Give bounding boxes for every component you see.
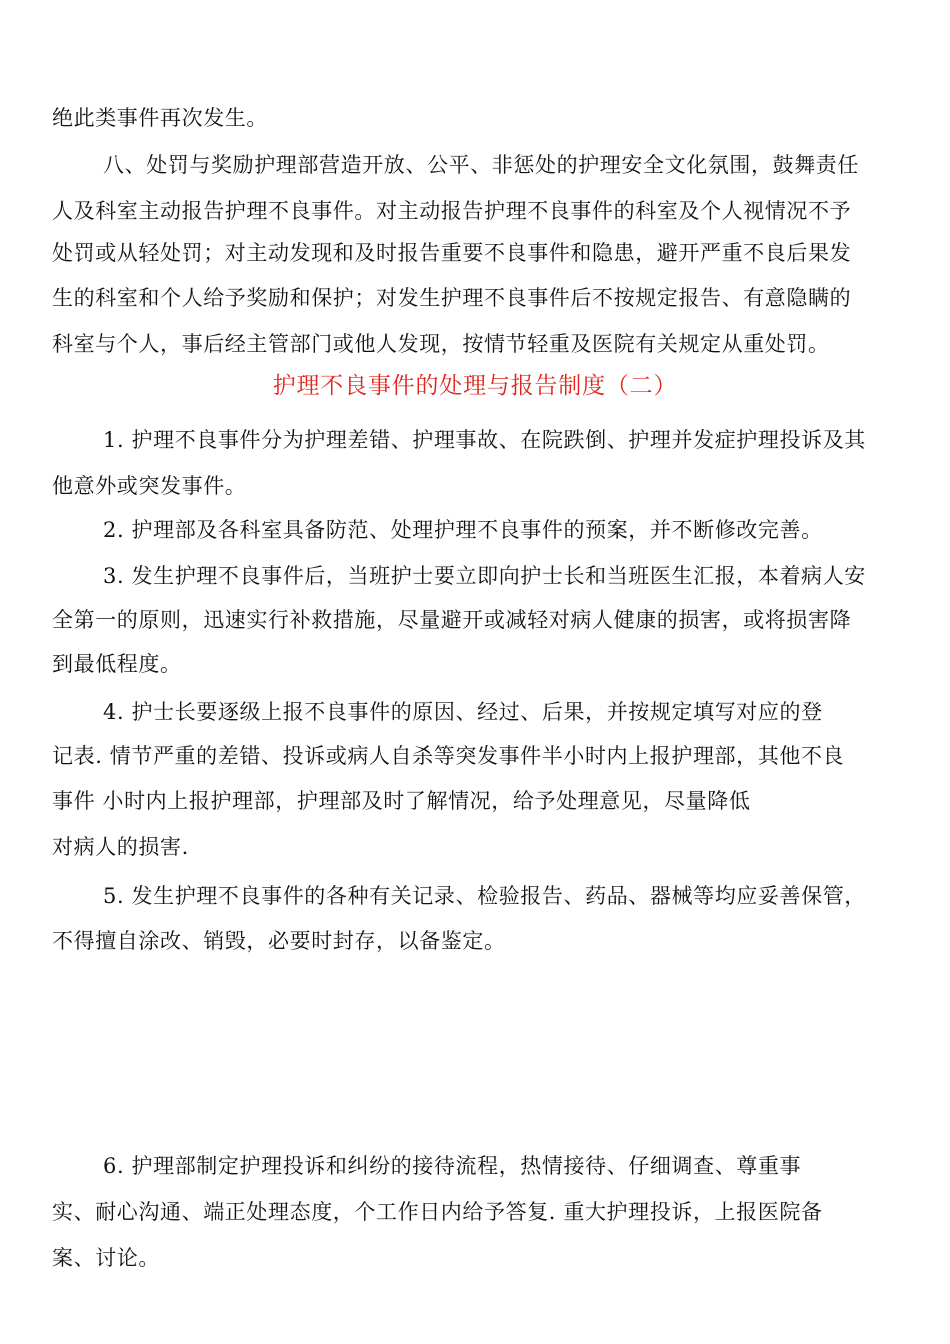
section-title: 护理不良事件的处理与报告制度（二）	[272, 373, 678, 399]
text-line: 1. 护理不良事件分为护理差错、护理事故、在院跌倒、护理并发症护理投诉及其	[103, 428, 866, 452]
text-line: 3. 发生护理不良事件后，当班护士要立即向护士长和当班医生汇报，本着病人安	[103, 564, 866, 588]
text-line: 记表. 情节严重的差错、投诉或病人自杀等突发事件半小时内上报护理部，其他不良	[52, 744, 845, 768]
text-line: 2. 护理部及各科室具备防范、处理护理不良事件的预案，并不断修改完善。	[103, 518, 823, 542]
text-line: 八、处罚与奖励护理部营造开放、公平、非惩处的护理安全文化氛围，鼓舞责任	[103, 153, 859, 177]
text-line: 实、耐心沟通、端正处理态度，个工作日内给予答复. 重大护理投诉，上报医院备	[52, 1200, 823, 1224]
text-line: 人及科室主动报告护理不良事件。对主动报告护理不良事件的科室及个人视情况不予	[52, 199, 852, 223]
text-line: 事件 小时内上报护理部，护理部及时了解情况，给予处理意见，尽量降低	[52, 789, 751, 813]
text-line: 科室与个人，事后经主管部门或他人发现，按情节轻重及医院有关规定从重处罚。	[52, 332, 830, 356]
text-line: 生的科室和个人给予奖励和保护；对发生护理不良事件后不按规定报告、有意隐瞒的	[52, 286, 852, 310]
text-line: 全第一的原则，迅速实行补救措施，尽量避开或减轻对病人健康的损害，或将损害降	[52, 608, 852, 632]
text-line: 6. 护理部制定护理投诉和纠纷的接待流程，热情接待、仔细调查、尊重事	[103, 1154, 802, 1178]
text-line: 处罚或从轻处罚；对主动发现和及时报告重要不良事件和隐患，避开严重不良后果发	[52, 241, 852, 265]
text-line: 案、讨论。	[52, 1246, 160, 1270]
text-line: 绝此类事件再次发生。	[52, 106, 268, 130]
text-line: 他意外或突发事件。	[52, 474, 247, 498]
text-line: 到最低程度。	[52, 652, 182, 676]
text-line: 4. 护士长要逐级上报不良事件的原因、经过、后果，并按规定填写对应的登	[103, 700, 823, 724]
text-line: 5. 发生护理不良事件的各种有关记录、检验报告、药品、器械等均应妥善保管，	[103, 884, 866, 908]
text-line: 对病人的损害.	[52, 835, 189, 859]
text-line: 不得擅自涂改、销毁，必要时封存，以备鉴定。	[52, 929, 506, 953]
